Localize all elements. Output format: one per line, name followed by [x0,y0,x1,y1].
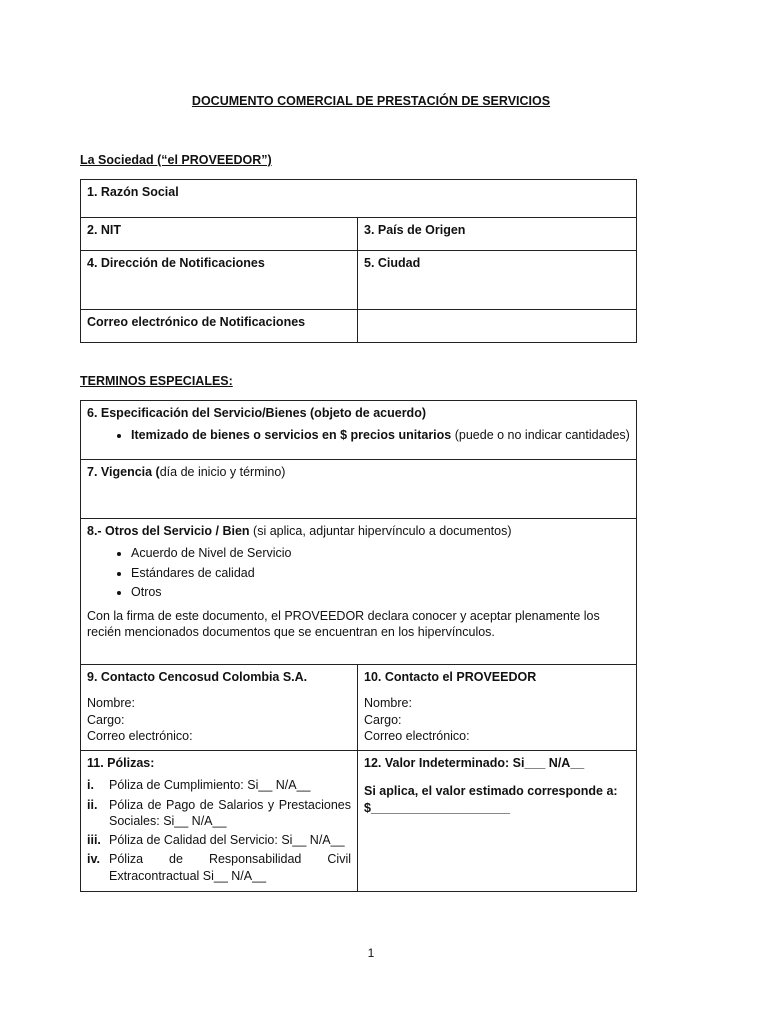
correo-notificaciones-value[interactable] [358,310,637,343]
cargo-field: Cargo: [87,712,125,727]
terms-table [80,400,637,892]
page-number: 1 [367,946,375,960]
declaration-paragraph: Con la firma de este documento, el PROVEEDOR declara conocer y aceptar plenamente los recién mencionados documentos que se encuentran en los hipervínculos. [87,609,600,640]
provider-table [80,179,637,343]
correo-field: Correo electrónico: [364,728,470,743]
contacto-cencosud-label: 9. Contacto Cencosud Colombia S.A. [87,670,308,684]
contacto-proveedor-cell[interactable] [358,665,637,751]
list-item: • Estándares de calidad [131,565,630,581]
nombre-field: Nombre: [87,696,135,711]
razon-social-cell[interactable]: 1. Razón Social [81,180,637,218]
polizas-cell[interactable] [81,751,358,892]
pais-origen-cell[interactable]: 3. País de Origen [358,218,637,251]
list-item: i. Póliza de Cumplimiento: Si__ N/A__ [87,778,311,793]
list-item: ii. Póliza de Pago de Salarios y Prestaciones Sociales: Si__ N/A__ [87,797,351,828]
contacto-cencosud-cell[interactable] [81,665,358,751]
nombre-field: Nombre: [364,696,412,711]
contacto-proveedor-label: 10. Contacto el PROVEEDOR [364,670,537,684]
especificacion-cell[interactable] [81,401,637,460]
especificacion-label: 6. Especificación del Servicio/Bienes (objeto de acuerdo) [87,406,426,420]
polizas-list [87,777,351,884]
vigencia-label: 7. Vigencia ( [87,465,160,479]
provider-section-heading: La Sociedad (“el PROVEEDOR”) [80,153,272,167]
otros-hint: (si aplica, adjuntar hipervínculo a documentos) [249,524,512,538]
otros-list [87,545,630,600]
vigencia-cell[interactable] [81,460,637,519]
otros-servicio-cell[interactable] [81,519,637,665]
especificacion-list [87,427,630,443]
direccion-cell[interactable]: 4. Dirección de Notificaciones [81,251,358,310]
otros-label: 8.- Otros del Servicio / Bien [87,524,250,538]
valor-estimado-field: $____________________ [364,800,510,815]
list-item: • Itemizado de bienes o servicios en $ precios unitarios (puede o no indicar cantidades) [131,427,630,443]
nit-cell[interactable]: 2. NIT [81,218,358,251]
document-title: DOCUMENTO COMERCIAL DE PRESTACIÓN DE SERVICIOS [191,94,551,108]
correo-field: Correo electrónico: [87,728,193,743]
terms-section-heading: TERMINOS ESPECIALES: [80,374,233,388]
cargo-field: Cargo: [364,712,402,727]
correo-notificaciones-label: Correo electrónico de Notificaciones [81,310,358,343]
valor-estimado-label: Si aplica, el valor estimado corresponde a: [364,784,618,799]
list-item: iv. Póliza de Responsabilidad Civil Extracontractual Si__ N/A__ [87,852,351,883]
valor-label: 12. Valor Indeterminado: Si___ N/A__ [364,756,585,770]
ciudad-cell[interactable]: 5. Ciudad [358,251,637,310]
list-item: • Acuerdo de Nivel de Servicio [131,545,630,561]
list-item: • Otros [131,584,630,600]
polizas-label: 11. Pólizas: [87,756,155,770]
vigencia-hint: día de inicio y término) [159,465,286,479]
list-item: iii. Póliza de Calidad del Servicio: Si__ N/A__ [87,833,345,847]
valor-cell[interactable] [358,751,637,892]
